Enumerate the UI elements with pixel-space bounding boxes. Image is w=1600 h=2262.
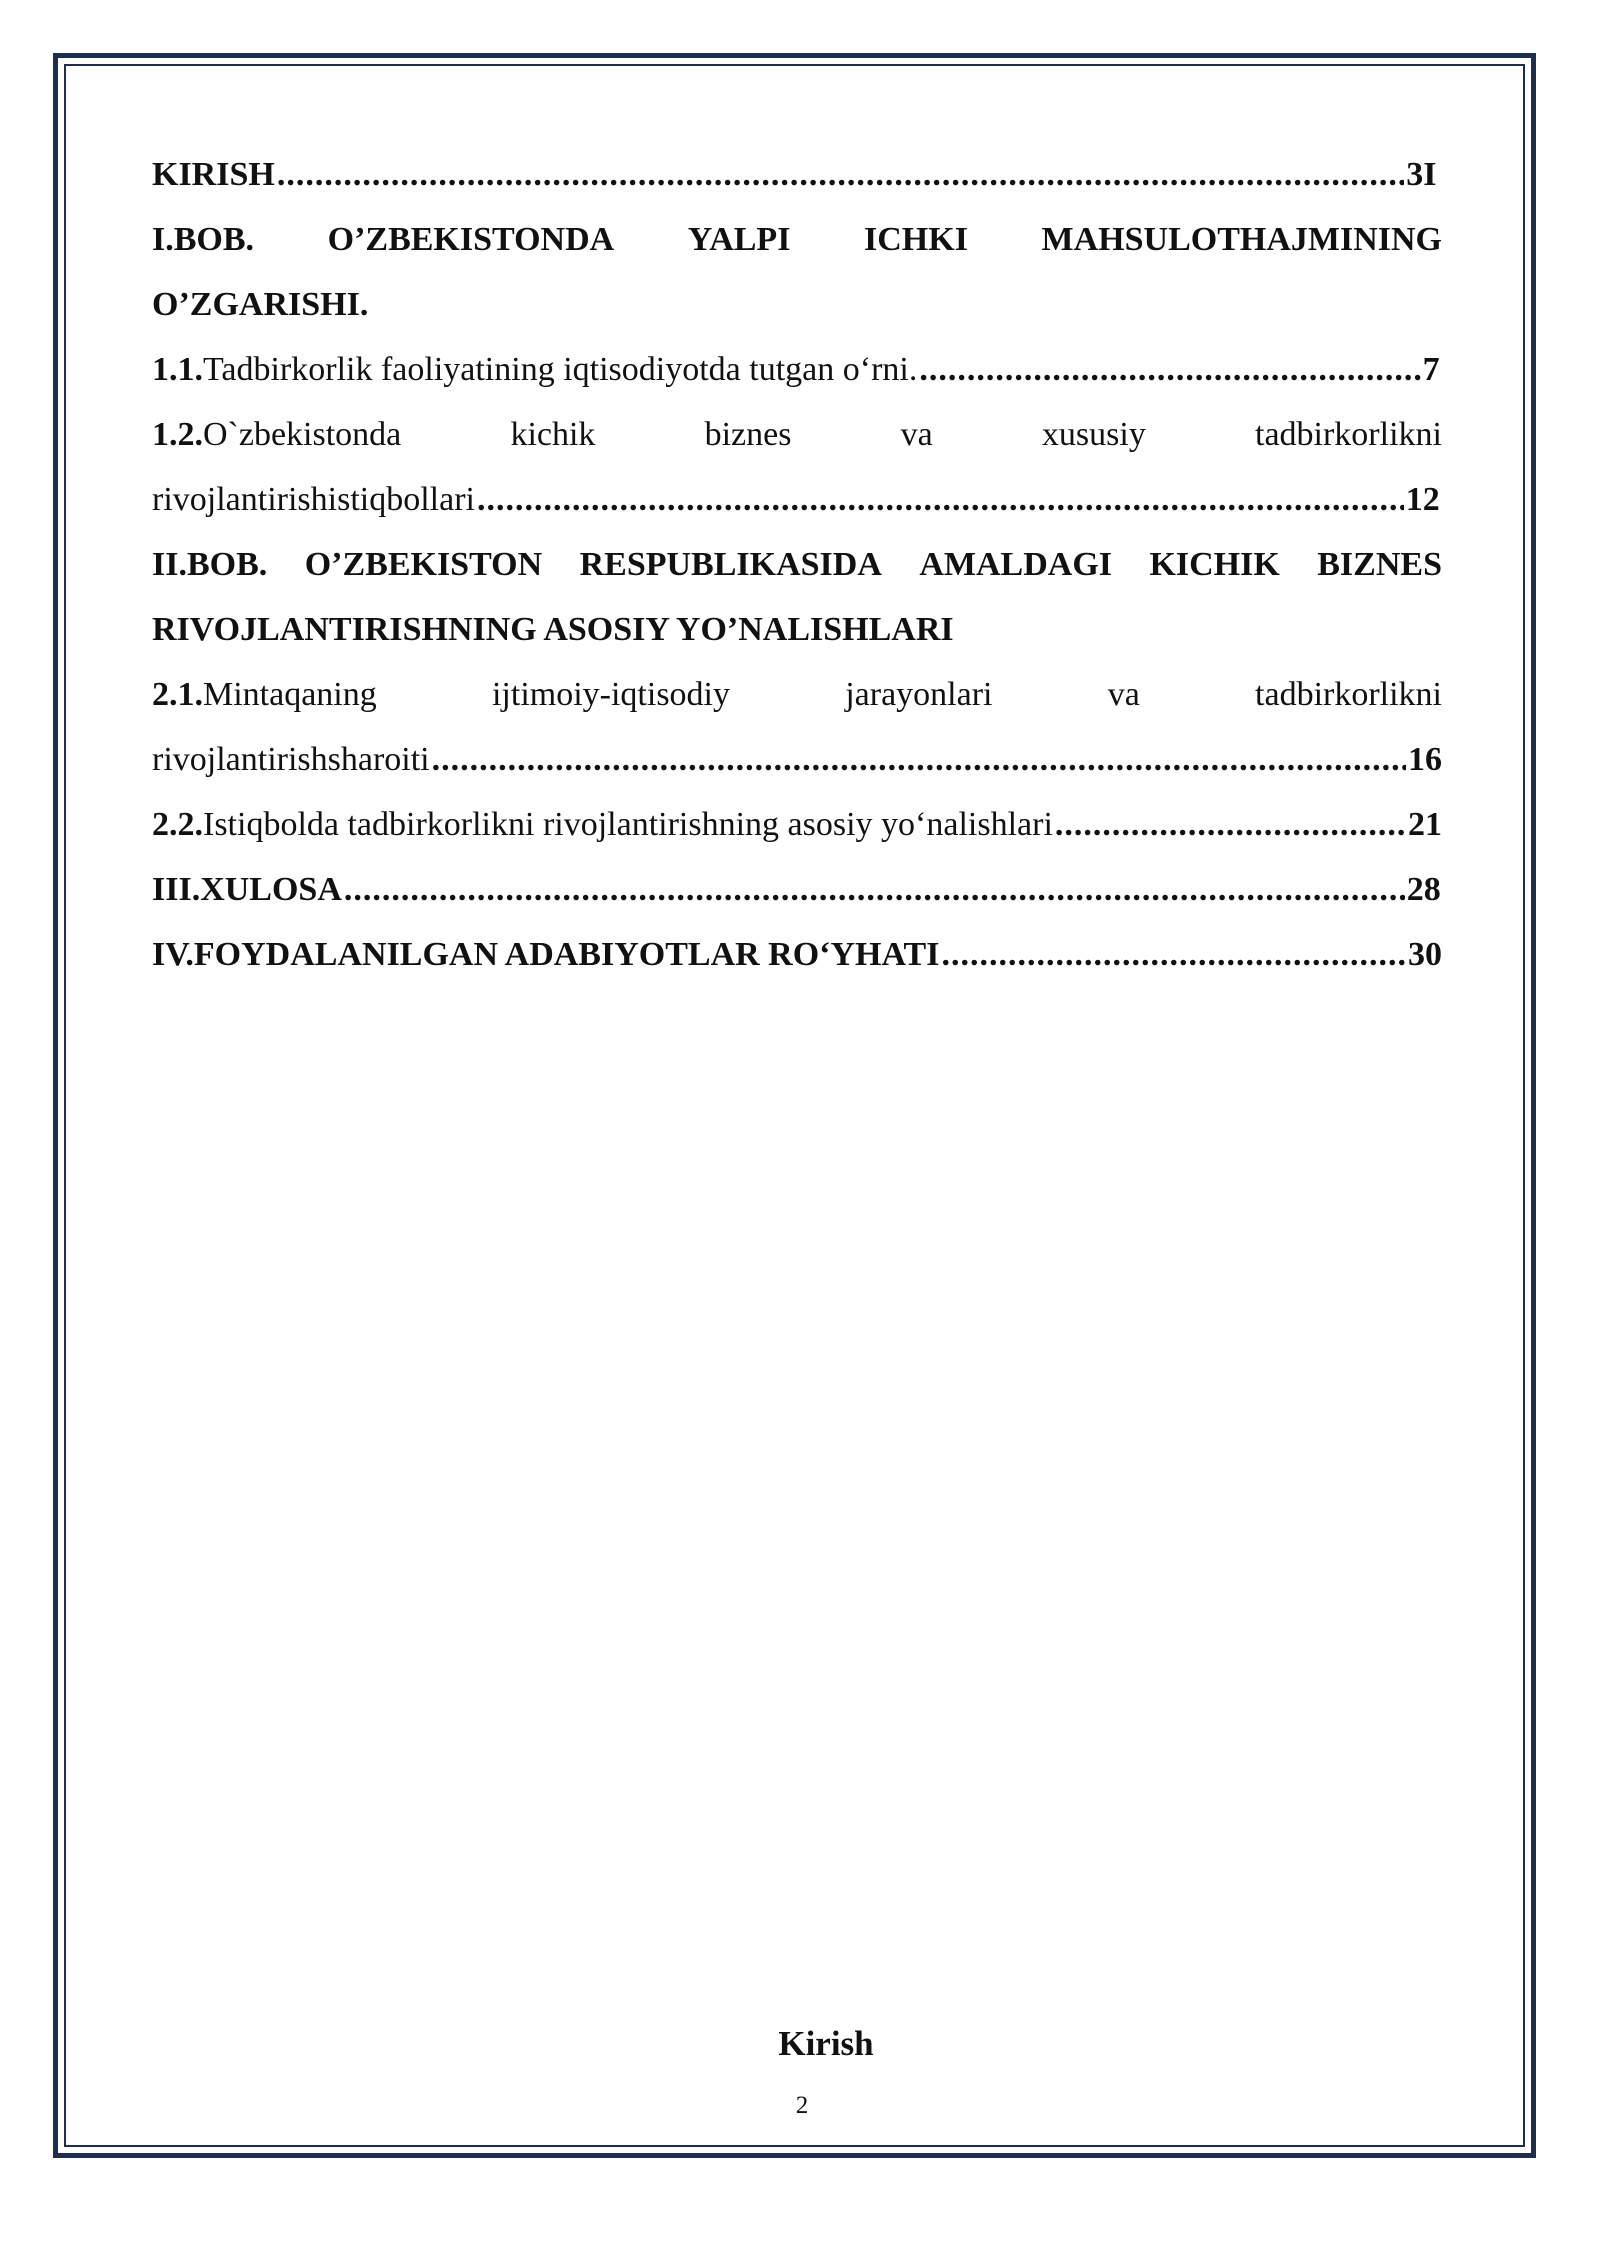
toc-2-1-word: jarayonlari [845, 676, 993, 713]
toc-2-1-cont-text: rivojlantirishsharoiti [152, 741, 430, 778]
toc-1-2-page: 12 [1405, 481, 1440, 518]
toc-leader-dots [919, 337, 1420, 402]
toc-1-2-continuation [152, 467, 1442, 532]
toc-1-1-number: 1.1. [152, 351, 203, 388]
toc-chapter2-cont-text: RIVOJLANTIRISHNING ASOSIY YO’NALISHLARI [152, 611, 954, 648]
toc-leader-dots [432, 727, 1406, 792]
toc-entry-adabiyot [152, 922, 1442, 987]
toc-adabiyot-title: IV.FOYDALANILGAN ADABIYOTLAR RO‘YHATI [152, 936, 940, 973]
toc-xulosa-title: III.XULOSA [152, 871, 342, 908]
toc-2-1-continuation [152, 727, 1442, 792]
toc-chapter2-word: II.BOB. [152, 546, 268, 583]
toc-xulosa-page: 28 [1406, 871, 1441, 908]
toc-chapter2-word: BIZNES [1317, 546, 1442, 583]
toc-chapter1-continuation [152, 272, 1442, 337]
toc-chapter2-word: KICHIK [1149, 546, 1280, 583]
toc-entry-xulosa [152, 857, 1442, 922]
page-number: 2 [795, 2092, 809, 2119]
toc-1-2-word: kichik [510, 416, 596, 453]
toc-leader-dots [941, 922, 1406, 987]
toc-1-2-word: va [900, 416, 933, 453]
toc-1-2-word: O`zbekistonda [203, 416, 402, 453]
toc-1-2-number: 1.2. [152, 416, 203, 453]
toc-entry-chapter2 [152, 532, 1442, 597]
toc-adabiyot-page: 30 [1408, 936, 1442, 973]
toc-1-2-word: tadbirkorlikni [1255, 416, 1442, 453]
toc-entry-1-2 [152, 402, 1442, 467]
toc-1-2-word: biznes [704, 416, 792, 453]
toc-1-1-page: 7 [1422, 351, 1440, 388]
toc-chapter1-cont-text: O’ZGARISHI. [152, 286, 369, 323]
toc-chapter1-word: I.BOB. [152, 221, 255, 258]
toc-2-2-title: Istiqbolda tadbirkorlikni rivojlantirishning asosiy yo‘nalishlari [203, 806, 1053, 843]
toc-chapter1-word: MAHSULOTHAJMINING [1041, 221, 1442, 258]
toc-chapter2-word: RESPUBLIKASIDA [579, 546, 882, 583]
toc-chapter1-word: ICHKI [864, 221, 968, 258]
toc-entry-1-1 [152, 337, 1442, 402]
toc-1-1-title: Tadbirkorlik faoliyatining iqtisodiyotda tutgan o‘rni. [203, 351, 918, 388]
toc-entry-2-1 [152, 662, 1442, 727]
toc-entry-kirish [152, 142, 1442, 207]
toc-chapter2-word: AMALDAGI [919, 546, 1113, 583]
toc-leader-dots [277, 142, 1404, 207]
toc-1-2-word: xususiy [1041, 416, 1146, 453]
toc-2-1-number: 2.1. [152, 676, 203, 713]
toc-entry-2-2 [152, 792, 1442, 857]
toc-entry-chapter1 [152, 207, 1442, 272]
toc-leader-dots [477, 467, 1404, 532]
toc-2-1-word: ijtimoiy-iqtisodiy [491, 676, 731, 713]
toc-chapter1-word: YALPI [687, 221, 791, 258]
toc-chapter1-word: O’ZBEKISTONDA [327, 221, 615, 258]
table-of-contents [152, 142, 1442, 987]
toc-leader-dots [344, 857, 1405, 922]
toc-1-2-cont-text: rivojlantirishistiqbollari [152, 481, 475, 518]
toc-2-1-word: va [1107, 676, 1140, 713]
toc-2-1-first [152, 662, 377, 727]
toc-2-2-number: 2.2. [152, 806, 203, 843]
toc-chapter2-continuation [152, 597, 1442, 662]
toc-2-1-word: Mintaqaning [203, 676, 377, 713]
toc-chapter2-word: O’ZBEKISTON [304, 546, 543, 583]
section-heading: Kirish [778, 2024, 874, 2063]
toc-1-2-first [152, 402, 401, 467]
toc-kirish-page: 3I [1406, 156, 1437, 193]
toc-kirish-title: KIRISH [152, 156, 275, 193]
toc-2-1-page: 16 [1408, 741, 1442, 778]
toc-leader-dots [1055, 792, 1406, 857]
toc-2-1-word: tadbirkorlikni [1255, 676, 1442, 713]
toc-2-2-page: 21 [1408, 806, 1442, 843]
